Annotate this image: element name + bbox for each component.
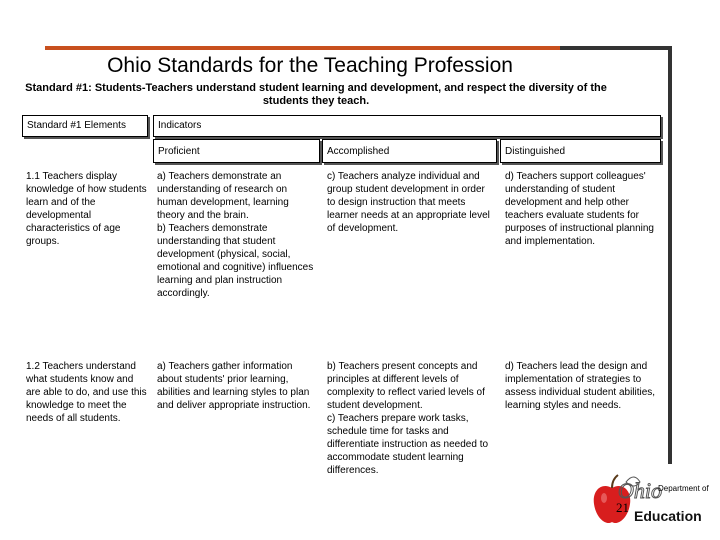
page-number: 21 — [616, 500, 629, 515]
logo-department-text: Department of — [658, 484, 709, 493]
row1-element: 1.1 Teachers display knowledge of how students learn and of the developmental characteristics of age groups. — [26, 171, 147, 247]
header-elements: Standard #1 Elements — [22, 115, 148, 137]
top-dark-bar — [560, 46, 672, 50]
header-accomplished: Accomplished — [322, 139, 497, 163]
row1-proficient: a) Teachers demonstrate an understanding of research on human development, learning theory and the brain. b) Teachers demonstrate understanding that student development (physical, social, emotional and cognitive) influences learning and plan instruction accordingly. — [157, 171, 314, 299]
page-subtitle: Standard #1: Students-Teachers understand student learning and development, and respect the diversity of the students they teach. — [25, 82, 607, 107]
row2-distinguished: d) Teachers lead the design and implementation of strategies to assess individual student abilities, learning styles and needs. — [505, 361, 656, 411]
page-title: Ohio Standards for the Teaching Profession — [107, 54, 513, 77]
row1-distinguished: d) Teachers support colleagues' understanding of student development and help other teachers evaluate students for purposes of instructional planning and implementation. — [505, 171, 654, 247]
header-proficient: Proficient — [153, 139, 320, 163]
right-accent-bar — [668, 46, 672, 464]
header-indicators: Indicators — [153, 115, 661, 137]
ohio-education-logo — [590, 468, 710, 532]
logo-ohio-text: Ohio — [618, 478, 662, 503]
row2-proficient: a) Teachers gather information about students' prior learning, abilities and learning styles to plan and deliver appropriate instruction. — [157, 361, 311, 411]
logo-education-text: Education — [634, 508, 702, 524]
row1-accomplished: c) Teachers analyze individual and group student development in order to design instruction that meets learner needs at an appropriate level of development. — [327, 171, 490, 234]
row2-accomplished: b) Teachers present concepts and principles at different levels of complexity to reflect varied levels of student development. c) Teachers prepare work tasks, schedule time for tasks and differentiate instruction as needed to accommodate student learning differences. — [327, 361, 489, 476]
header-distinguished: Distinguished — [500, 139, 661, 163]
row2-element: 1.2 Teachers understand what students know and are able to do, and use this knowledge to meet the needs of all students. — [26, 361, 147, 424]
